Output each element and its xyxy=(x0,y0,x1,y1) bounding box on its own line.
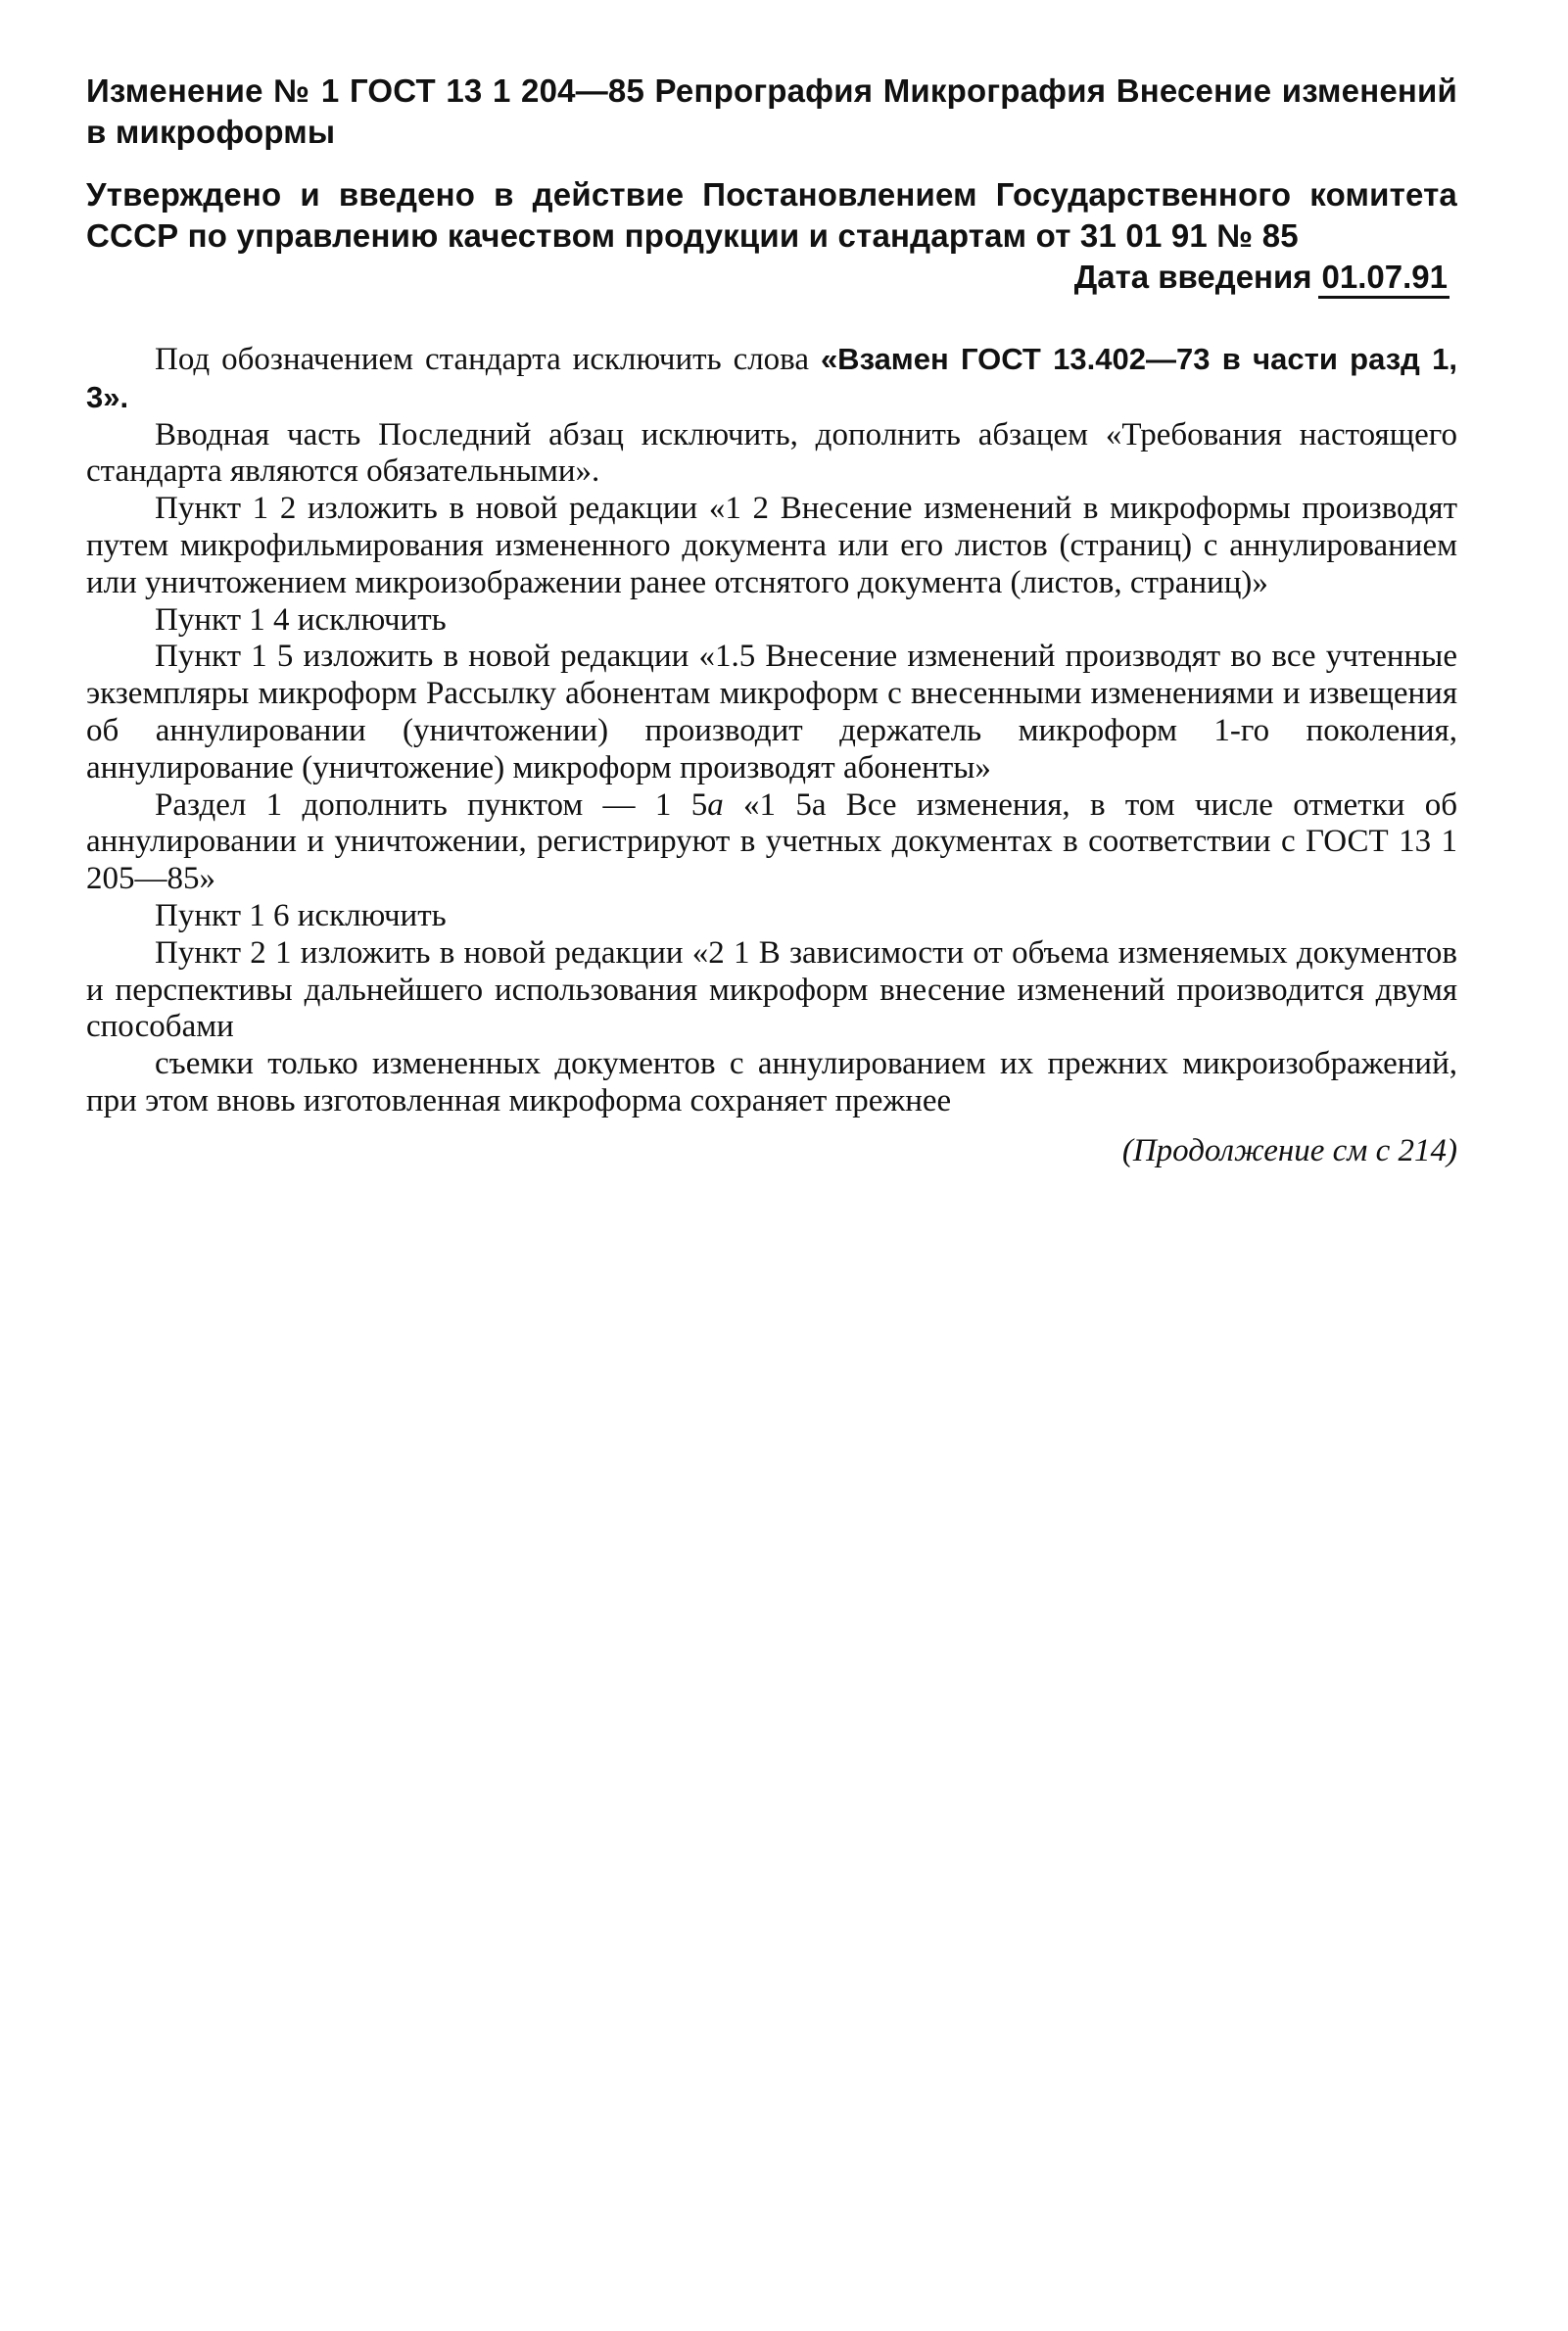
effective-date-label: Дата введения xyxy=(1073,259,1312,295)
paragraph-text: Под обозначением стандарта исключить слова xyxy=(155,342,821,377)
paragraph-clause-1-5: Пункт 1 5 изложить в новой редакции «1.5 Внесение изменений производят во все учтенные экземпляры микроформ Рассылку абонентам микроформ с внесенными изменениями и извещения об аннулировании (уничтожении) производит держатель микроформ 1-го поколения, аннулирование (уничтожение) микроформ производят абоненты» xyxy=(86,639,1457,785)
paragraph-method-1: съемки только измененных документов с аннулированием их прежних микроизображений, при этом вновь изготовленная микроформа сохраняет прежнее xyxy=(86,1046,1457,1118)
paragraph-text: «1 5а Все изменения, в том числе отметки об аннулировании и уничтожении, регистрируют в учетных документах в соответствии с ГОСТ 13 1 205—85» xyxy=(86,786,1458,897)
paragraph-standard-designation xyxy=(86,341,1457,417)
effective-date xyxy=(86,257,1457,298)
paragraph-clause-2-1: Пункт 2 1 изложить в новой редакции «2 1 В зависимости от объема изменяемых документов и перспективы дальнейшего использования микроформ внесение изменений производится двумя способами xyxy=(86,934,1457,1045)
document-title: Изменение № 1 ГОСТ 13 1 204—85 Репрография Микрография Внесение изменений в микроформы xyxy=(86,72,1457,150)
continuation-note: (Продолжение см с 214) xyxy=(1121,1132,1457,1168)
document-page xyxy=(86,71,1457,1204)
paragraph-introduction: Вводная часть Последний абзац исключить, дополнить абзацем «Требования настоящего стандарта являются обязательными». xyxy=(86,416,1457,490)
amendment-body xyxy=(86,341,1457,1120)
paragraph-bold-quote: «Взамен ГОСТ 13.402—73 в части разд 1, 3». xyxy=(86,342,1457,414)
approval-statement: Утверждено и введено в действие Постановлением Государственного комитета СССР по управлению качеством продукции и стандартам от 31 01 91 № 85 xyxy=(86,176,1457,254)
paragraph-italic-letter: а xyxy=(707,786,724,823)
paragraph-text: Раздел 1 дополнить пунктом — 1 5 xyxy=(155,786,708,823)
paragraph-clause-1-2: Пункт 1 2 изложить в новой редакции «1 2 Внесение изменений в микроформы производят путем микрофильмирования измененного документа или его листов (страниц) с аннулированием или уничтожением микроизображении ранее отснятого документа (листов, страниц)» xyxy=(86,491,1457,600)
paragraph-clause-1-5a xyxy=(86,787,1457,898)
effective-date-value: 01.07.91 xyxy=(1318,259,1449,299)
paragraph-clause-1-4: Пункт 1 4 исключить xyxy=(155,601,447,638)
paragraph-clause-1-6: Пункт 1 6 исключить xyxy=(155,897,447,933)
